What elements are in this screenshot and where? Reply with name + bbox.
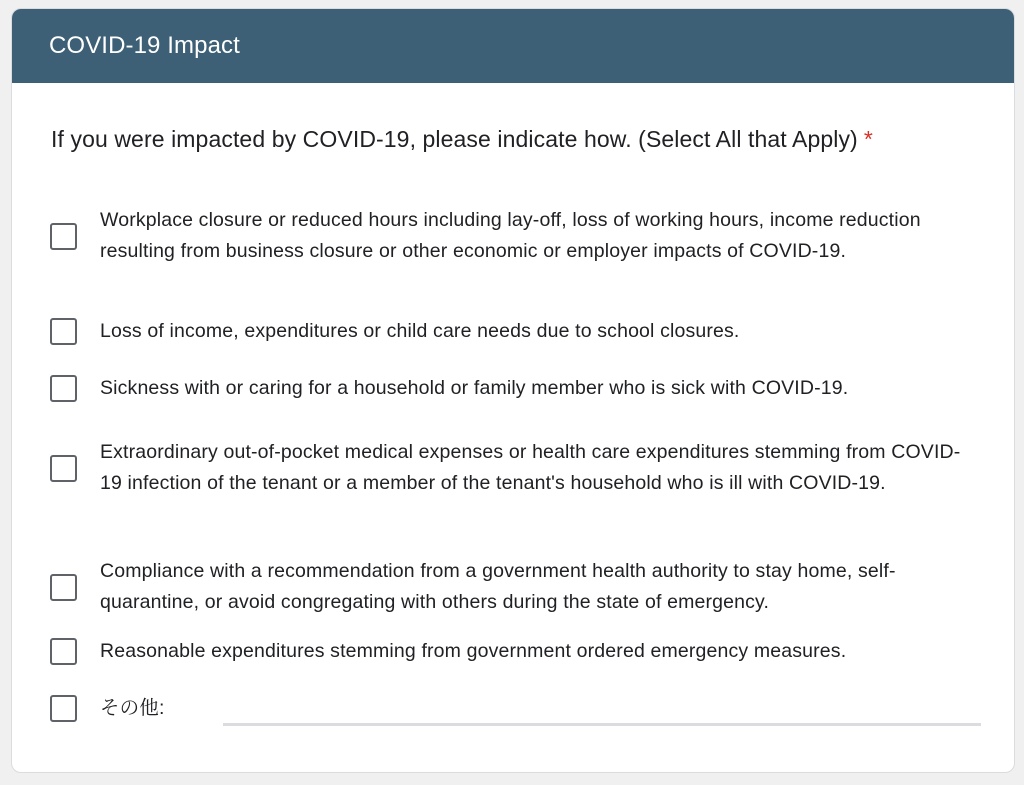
checkbox[interactable]: [50, 695, 77, 722]
option-label: Compliance with a recommendation from a government health authority to stay home, self-quarantine, or avoid congregating with others during the state of emergency.: [100, 560, 896, 613]
checkbox[interactable]: [50, 638, 77, 665]
option-government-recommendation[interactable]: [50, 556, 970, 618]
question-title: [51, 126, 873, 153]
option-other[interactable]: [50, 693, 180, 724]
option-label: Workplace closure or reduced hours including lay-off, loss of working hours, income reduction resulting from business closure or other economic or employer impacts of COVID-19.: [100, 209, 921, 262]
option-label: Sickness with or caring for a household or family member who is sick with COVID-19.: [100, 377, 849, 399]
question-text: If you were impacted by COVID-19, please indicate how. (Select All that Apply): [51, 126, 858, 152]
section-header: [12, 9, 1014, 83]
checkbox[interactable]: [50, 375, 77, 402]
checkbox[interactable]: [50, 574, 77, 601]
form-card: [11, 8, 1015, 773]
other-text-input[interactable]: [223, 723, 981, 726]
section-title: COVID-19 Impact: [49, 32, 240, 59]
option-label: Extraordinary out-of-pocket medical expenses or health care expenditures stemming from COVID-19 infection of the tenant or a member of the tenant's household who is ill with COVID-19.: [100, 441, 961, 494]
required-marker: *: [863, 126, 873, 152]
option-emergency-measures[interactable]: [50, 636, 970, 667]
option-medical-expenses[interactable]: [50, 437, 970, 499]
option-label: Loss of income, expenditures or child care needs due to school closures.: [100, 320, 740, 342]
checkbox[interactable]: [50, 318, 77, 345]
option-label: Reasonable expenditures stemming from government ordered emergency measures.: [100, 640, 847, 662]
checkbox[interactable]: [50, 455, 77, 482]
option-school-closures[interactable]: [50, 316, 970, 347]
checkbox[interactable]: [50, 223, 77, 250]
option-sickness[interactable]: [50, 373, 970, 404]
option-label: その他:: [100, 697, 165, 719]
option-workplace-closure[interactable]: [50, 205, 970, 267]
